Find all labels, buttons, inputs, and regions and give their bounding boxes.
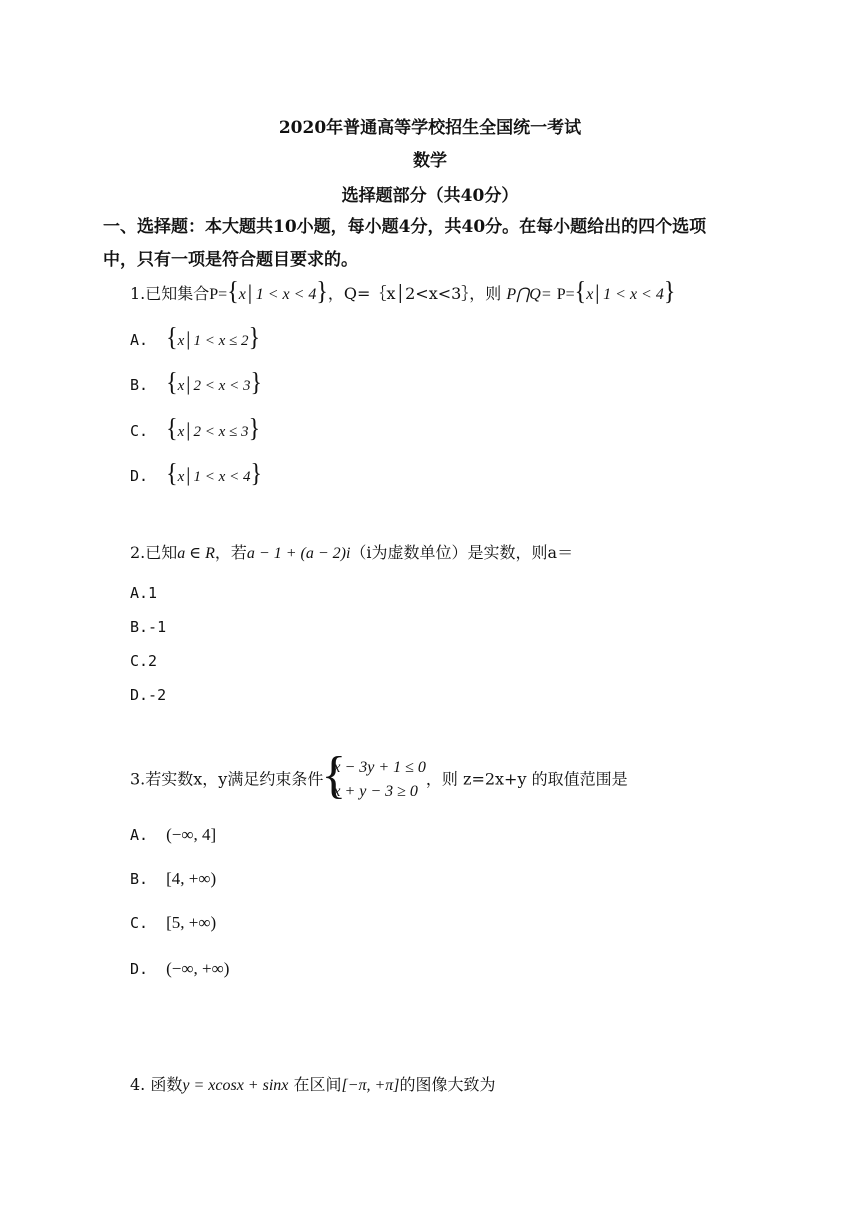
- q1-option-d: D. {x│1 < x < 4}: [130, 459, 262, 489]
- q1-option-a: A. {x│1 < x ≤ 2}: [130, 323, 261, 353]
- question-1: 1.已知集合P={x│1 < x < 4}，Q=｛x│2<x<3｝，则 P⋂Q= P={x│1 < x < 4}: [130, 277, 676, 307]
- subject-title: 数学: [413, 151, 447, 171]
- q2-option-d: D.-2: [130, 686, 167, 704]
- q1-option-c: C. {x│2 < x ≤ 3}: [130, 414, 261, 444]
- q3-option-a: A. (−∞, 4]: [130, 825, 217, 844]
- q2-expression: a − 1 + (a − 2)i: [246, 545, 351, 562]
- q3-option-b: B. [4, +∞): [130, 869, 217, 888]
- q3-option-d: D. (−∞, +∞): [130, 959, 230, 978]
- question-2: [130, 540, 573, 563]
- exam-title: 2020年普通高等学校招生全国统一考试: [278, 118, 582, 138]
- q3-constraint-system: { x − 3y + 1 ≤ 0 x + y − 3 ≥ 0: [321, 747, 426, 804]
- q2-mid: ，若: [214, 543, 247, 562]
- q2-condition: a ∈ R: [177, 545, 215, 562]
- q1-p-label: P=: [209, 286, 228, 303]
- q2-option-b: B.-1: [130, 618, 167, 636]
- q1-mid: ，Q=｛x│2<x<3｝，则: [327, 284, 502, 303]
- q1-intersection: P⋂Q=: [506, 286, 552, 303]
- q3-prefix: 3.若实数x，y满足约束条件: [130, 769, 324, 789]
- instructions-line-2: 中，只有一项是符合题目要求的。: [103, 250, 358, 270]
- section-title: 选择题部分（共40分）: [341, 186, 519, 206]
- instructions-line-1: 一、选择题：本大题共10小题，每小题4分，共40分。在每小题给出的四个选项: [103, 217, 707, 237]
- q2-prefix: 2.已知: [130, 543, 178, 562]
- q2-option-a: A.1: [130, 584, 158, 602]
- q4-prefix: 4. 函数: [130, 1075, 183, 1094]
- q4-suffix: 的图像大致为: [399, 1075, 496, 1094]
- question-3: [130, 747, 628, 804]
- q2-option-c: C.2: [130, 652, 158, 670]
- q1-set-p: x│1 < x < 4: [238, 286, 317, 303]
- q4-function: y = xcosx + sinx: [182, 1077, 289, 1094]
- q4-interval: [−π, +π]: [341, 1077, 400, 1094]
- q4-mid: 在区间: [288, 1075, 342, 1094]
- q2-suffix: （i为虚数单位）是实数，则a＝: [350, 543, 574, 562]
- q3-option-c: C. [5, +∞): [130, 913, 217, 932]
- q1-prefix: 1.已知集合: [130, 284, 210, 303]
- q1-set-p-2: x│1 < x < 4: [586, 286, 664, 303]
- question-4: [130, 1072, 496, 1095]
- q1-p-label-2: P=: [556, 286, 575, 303]
- q1-option-b: B. {x│2 < x < 3}: [130, 368, 262, 398]
- q3-inequality-1: x − 3y + 1 ≤ 0: [333, 759, 426, 776]
- q3-inequality-2: x + y − 3 ≥ 0: [333, 783, 418, 800]
- q3-suffix: ，则 z=2x+y 的取值范围是: [425, 769, 628, 789]
